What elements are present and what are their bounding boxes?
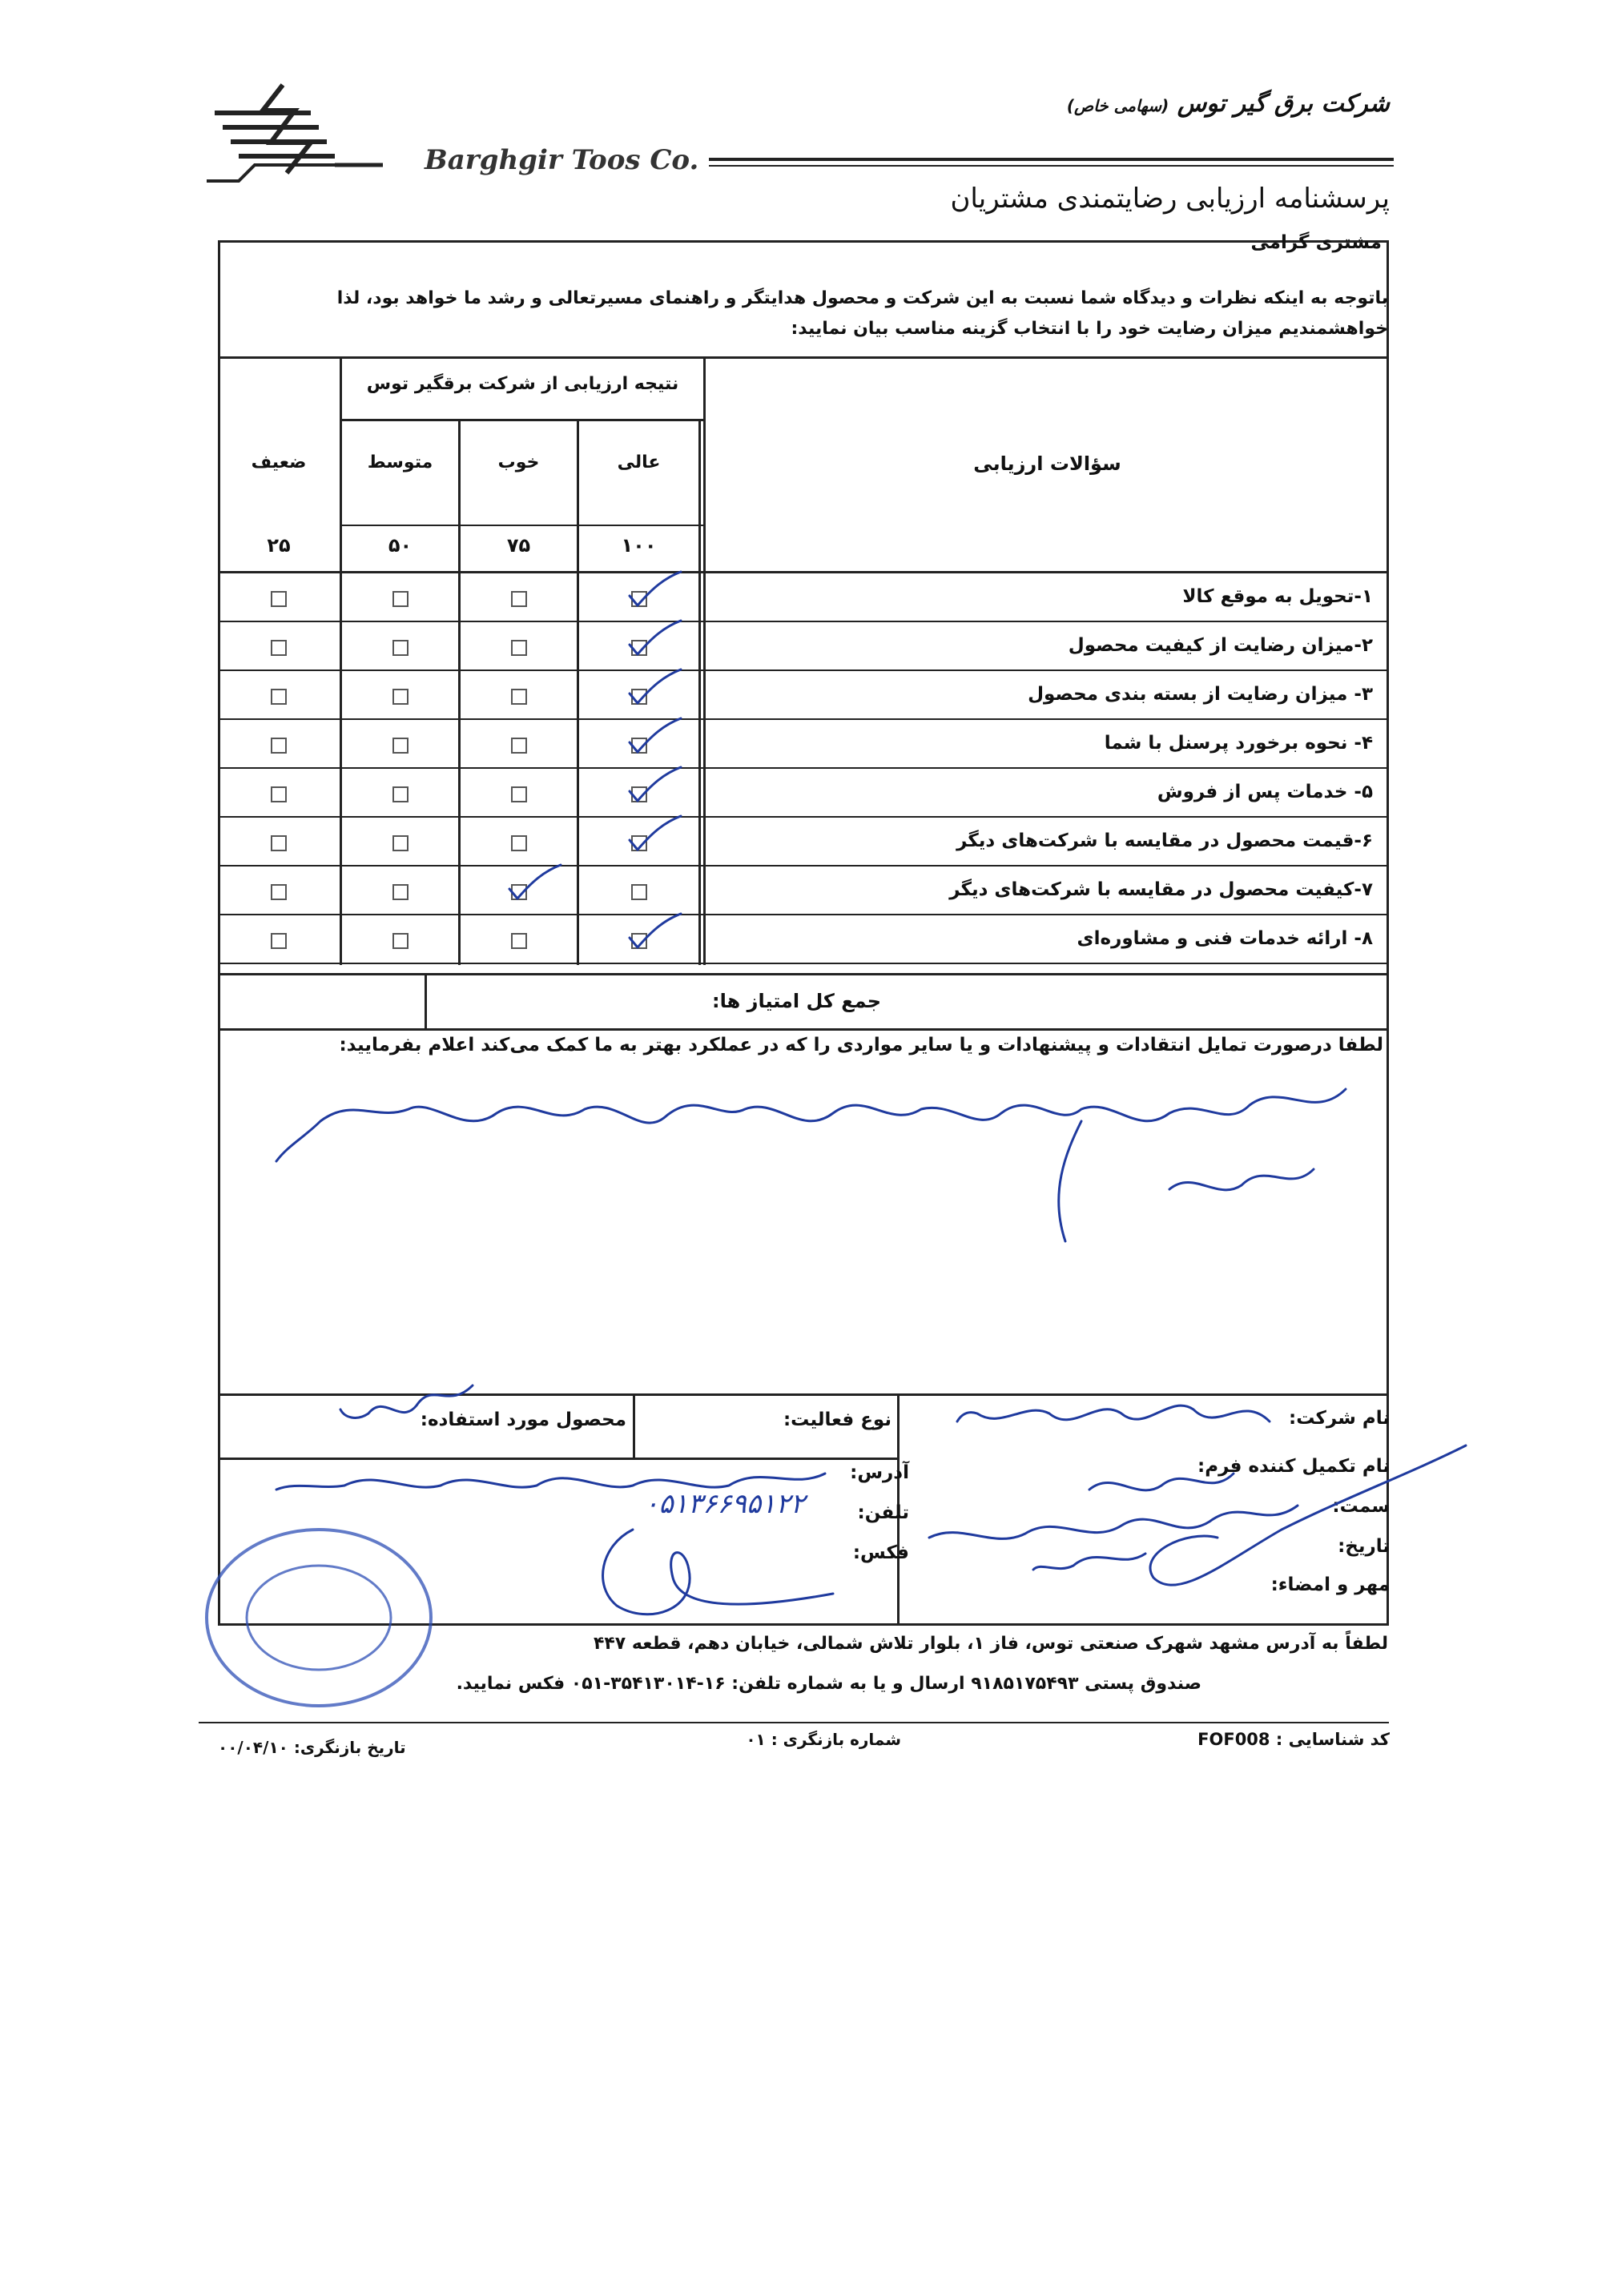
total-score-label: جمع کل امتیاز ها: (712, 990, 881, 1012)
filler-name-label: نام تکمیل کننده فرم: (1197, 1456, 1390, 1477)
rating-checkbox[interactable] (271, 640, 287, 656)
rating-label: ضعیف (251, 452, 307, 472)
fax-label: فکس: (852, 1542, 909, 1563)
check-mark (628, 617, 684, 657)
company-logo (207, 78, 391, 183)
rating-checkbox[interactable] (511, 689, 527, 705)
rating-score: ۱۰۰ (621, 534, 657, 557)
position-label: سمت: (1332, 1496, 1390, 1517)
rating-checkbox[interactable] (392, 689, 409, 705)
question-text: ۶-قیمت محصول در مقایسه با شرکت‌های دیگر (956, 830, 1373, 851)
stamp-label: مهر و امضاء: (1270, 1574, 1390, 1595)
company-name-fa: شرکت برق گیر توس (سهامی خاص) (1066, 90, 1390, 118)
rating-checkbox[interactable] (511, 786, 527, 802)
rating-checkbox[interactable] (271, 689, 287, 705)
rating-checkbox[interactable] (392, 738, 409, 754)
form-title: پرسشنامه ارزیابی رضایتمندی مشتریان (950, 183, 1390, 215)
rating-label: عالی (617, 452, 661, 472)
rating-checkbox[interactable] (511, 591, 527, 607)
rating-checkbox[interactable] (271, 884, 287, 900)
product-handwriting[interactable] (336, 1377, 481, 1433)
revision-date: تاریخ بازنگری: ۰۰/۰۴/۱۰ (218, 1738, 406, 1757)
rating-checkbox[interactable] (631, 884, 647, 900)
question-text: ۱-تحویل به موقع کالا (1182, 586, 1373, 607)
rating-score: ۷۵ (506, 534, 531, 557)
rating-score: ۵۰ (388, 534, 413, 557)
rating-checkbox[interactable] (511, 640, 527, 656)
intro-line-1: باتوجه به اینکه نظرات و دیدگاه شما نسبت به این شرکت و محصول هدایتگر و راهنمای مسیرتعالی و رشد ما خواهد بود، لذا (336, 288, 1388, 308)
rating-checkbox[interactable] (392, 835, 409, 851)
check-mark (628, 764, 684, 804)
rating-checkbox[interactable] (392, 786, 409, 802)
check-mark (628, 569, 684, 609)
revision-number: شماره بازنگری : ۰۱ (746, 1730, 901, 1749)
footer-contact: صندوق پستی ۹۱۸۵۱۷۵۴۹۳ ارسال و یا به شماره تلفن: ۱۶-۳۵۴۱۳۰۱۴-۰۵۱ فکس نمایید. (456, 1674, 1201, 1694)
rating-table (218, 356, 1389, 965)
question-text: ۳- میزان رضایت از بسته بندی محصول (1028, 684, 1373, 705)
rating-checkbox[interactable] (392, 591, 409, 607)
form-code: کد شناسایی : FOF008 (1197, 1730, 1390, 1749)
rating-checkbox[interactable] (271, 786, 287, 802)
check-mark (628, 911, 684, 951)
company-stamp (199, 1522, 439, 1714)
rating-score: ۲۵ (267, 534, 291, 557)
rating-checkbox[interactable] (392, 884, 409, 900)
rating-checkbox[interactable] (271, 933, 287, 949)
questions-header: سؤالات ارزیابی (973, 452, 1121, 475)
question-text: ۷-کیفیت محصول در مقایسه با شرکت‌های دیگر (949, 879, 1373, 900)
date-handwriting[interactable] (961, 1442, 1474, 1618)
company-name-en: Barghgir Toos Co. (425, 144, 699, 176)
check-mark (628, 813, 684, 853)
product-label: محصول مورد استفاده: (420, 1409, 626, 1430)
activity-label: نوع فعالیت: (783, 1409, 891, 1430)
check-mark (628, 666, 684, 706)
check-mark (628, 715, 684, 755)
rating-checkbox[interactable] (511, 738, 527, 754)
question-text: ۴- نحوه برخورد پرسنل با شما (1104, 733, 1373, 754)
question-text: ۵- خدمات پس از فروش (1157, 782, 1373, 802)
rating-checkbox[interactable] (392, 933, 409, 949)
phone-label: تلفن: (857, 1502, 909, 1523)
question-text: ۸- ارائه خدمات فنی و مشاوره‌ای (1077, 928, 1373, 949)
rating-checkbox[interactable] (271, 835, 287, 851)
date-label: تاریخ: (1338, 1536, 1390, 1557)
feedback-handwriting[interactable] (272, 1073, 1370, 1265)
rating-checkbox[interactable] (511, 835, 527, 851)
check-mark (508, 862, 564, 902)
rating-checkbox[interactable] (271, 738, 287, 754)
question-text: ۲-میزان رضایت از کیفیت محصول (1068, 635, 1373, 656)
feedback-prompt: لطفا درصورت تمایل انتقادات و پیشنهادات و یا سایر مواردی را که در عملکرد بهتر به ما کمک می‌کند اعلام بفرمایید: (339, 1035, 1383, 1056)
result-header: نتیجه ارزیابی از شرکت برقگیر توس (366, 374, 679, 394)
footer-address: لطفاً به آدرس مشهد شهرک صنعتی توس، فاز ۱، بلوار تلاش شمالی، خیابان دهم، قطعه ۴۴۷ (593, 1634, 1388, 1654)
intro-line-2: خواهشمندیم میزان رضایت خود را با انتخاب گزینه مناسب بیان نمایید: (791, 319, 1388, 339)
intro-greeting: مشتری گرامی (1250, 232, 1382, 253)
rating-label: متوسط (367, 452, 433, 472)
rating-label: خوب (497, 452, 540, 472)
rating-checkbox[interactable] (511, 933, 527, 949)
company-name-label: نام شرکت: (1289, 1408, 1390, 1429)
address-label: آدرس: (850, 1462, 909, 1483)
signature (585, 1522, 841, 1626)
company-name-handwriting[interactable] (953, 1377, 1274, 1442)
rating-checkbox[interactable] (271, 591, 287, 607)
phone-value[interactable]: ۰۵۱۳۶۶۹۵۱۲۲ (644, 1488, 805, 1520)
rating-checkbox[interactable] (392, 640, 409, 656)
